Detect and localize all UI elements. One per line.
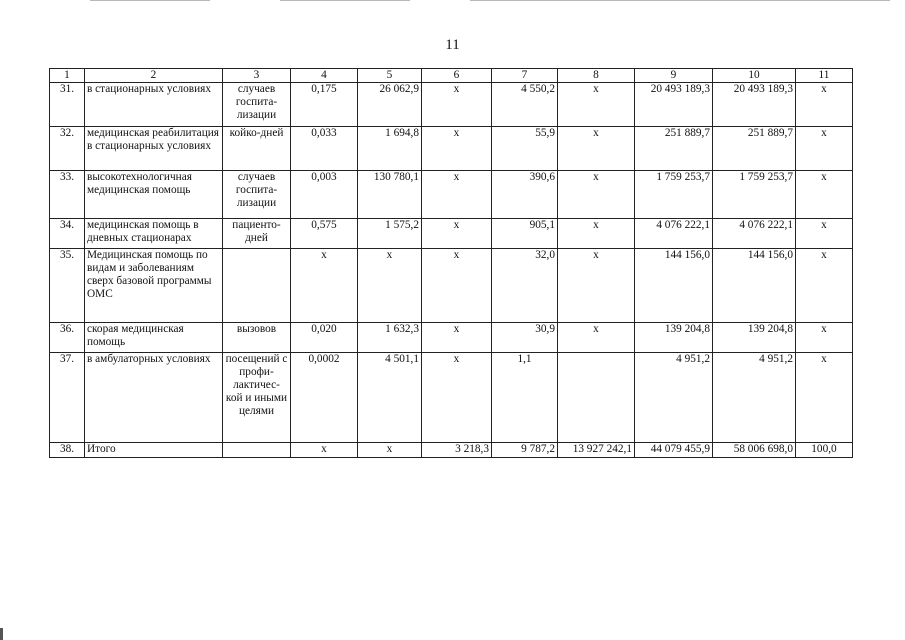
cell-col5: 4 501,1	[358, 353, 422, 443]
row-unit: койко-дней	[223, 127, 291, 171]
cell-col4: 0,020	[291, 323, 358, 353]
cell-col7: 9 787,2	[492, 443, 558, 458]
column-header: 8	[558, 69, 635, 83]
row-name: высокотехнологичная медицинская помощь	[85, 171, 223, 219]
row-number: 37.	[50, 353, 85, 443]
cell-col10: 144 156,0	[713, 249, 796, 323]
cell-col5: 1 632,3	[358, 323, 422, 353]
column-header: 1	[50, 69, 85, 83]
table-row	[50, 219, 853, 249]
cell-col6: x	[422, 219, 492, 249]
row-name: медицинская реабилитация в стационарных условиях	[85, 127, 223, 171]
row-name: Итого	[85, 443, 223, 458]
table-row	[50, 353, 853, 443]
row-number: 35.	[50, 249, 85, 323]
cell-col10: 251 889,7	[713, 127, 796, 171]
cell-col10: 1 759 253,7	[713, 171, 796, 219]
cell-col7: 55,9	[492, 127, 558, 171]
cell-col5: 1 575,2	[358, 219, 422, 249]
cell-col9: 1 759 253,7	[635, 171, 713, 219]
row-name: в амбулаторных условиях	[85, 353, 223, 443]
cell-col8: x	[558, 323, 635, 353]
cell-col4: 0,575	[291, 219, 358, 249]
column-header: 11	[796, 69, 853, 83]
row-unit	[223, 443, 291, 458]
cell-col9: 251 889,7	[635, 127, 713, 171]
row-name: скорая медицинская помощь	[85, 323, 223, 353]
cell-col4: 0,0002	[291, 353, 358, 443]
row-unit	[223, 249, 291, 323]
table-row	[50, 323, 853, 353]
cell-col6: x	[422, 323, 492, 353]
cell-col8: x	[558, 83, 635, 127]
cell-col11: x	[796, 83, 853, 127]
table-row	[50, 83, 853, 127]
cell-col5: x	[358, 443, 422, 458]
cell-col5: 1 694,8	[358, 127, 422, 171]
scan-artifact-line	[90, 0, 210, 1]
cell-col10: 58 006 698,0	[713, 443, 796, 458]
row-number: 31.	[50, 83, 85, 127]
cell-col4: 0,003	[291, 171, 358, 219]
cell-col6: x	[422, 83, 492, 127]
table-row	[50, 171, 853, 219]
cell-col11: x	[796, 323, 853, 353]
row-unit: случаев госпита-лизации	[223, 171, 291, 219]
cell-col7: 905,1	[492, 219, 558, 249]
scan-artifact-line	[470, 0, 890, 1]
column-number-row	[50, 69, 853, 83]
row-unit: случаев госпита-лизации	[223, 83, 291, 127]
cell-col4: x	[291, 249, 358, 323]
cell-col6: x	[422, 249, 492, 323]
column-header: 2	[85, 69, 223, 83]
row-unit: посещений с профи-лактичес-кой и иными целями	[223, 353, 291, 443]
row-number: 34.	[50, 219, 85, 249]
cell-col11: x	[796, 353, 853, 443]
row-number: 33.	[50, 171, 85, 219]
cell-col11: x	[796, 249, 853, 323]
cell-col7: 32,0	[492, 249, 558, 323]
cell-col10: 20 493 189,3	[713, 83, 796, 127]
scan-edge-mark	[0, 628, 3, 640]
cell-col8: x	[558, 171, 635, 219]
cell-col4: x	[291, 443, 358, 458]
cell-col8: 13 927 242,1	[558, 443, 635, 458]
cell-col7: 4 550,2	[492, 83, 558, 127]
cell-col7: 1,1	[492, 353, 558, 443]
cell-col7: 390,6	[492, 171, 558, 219]
column-header: 4	[291, 69, 358, 83]
financing-table	[49, 68, 853, 458]
column-header: 7	[492, 69, 558, 83]
cell-col11: 100,0	[796, 443, 853, 458]
cell-col8: x	[558, 127, 635, 171]
cell-col9: 144 156,0	[635, 249, 713, 323]
row-name: в стационарных условиях	[85, 83, 223, 127]
row-number: 36.	[50, 323, 85, 353]
page-number: 11	[445, 37, 460, 53]
table-row	[50, 127, 853, 171]
row-name: Медицинская помощь по видам и заболеваниям сверх базовой программы ОМС	[85, 249, 223, 323]
cell-col5: 130 780,1	[358, 171, 422, 219]
cell-col9: 20 493 189,3	[635, 83, 713, 127]
cell-col6: 3 218,3	[422, 443, 492, 458]
row-name: медицинская помощь в дневных стационарах	[85, 219, 223, 249]
cell-col10: 4 076 222,1	[713, 219, 796, 249]
cell-col10: 139 204,8	[713, 323, 796, 353]
cell-col11: x	[796, 219, 853, 249]
cell-col8: x	[558, 249, 635, 323]
cell-col5: 26 062,9	[358, 83, 422, 127]
column-header: 5	[358, 69, 422, 83]
row-number: 38.	[50, 443, 85, 458]
column-header: 9	[635, 69, 713, 83]
cell-col9: 4 076 222,1	[635, 219, 713, 249]
row-unit: пациенто-дней	[223, 219, 291, 249]
cell-col10: 4 951,2	[713, 353, 796, 443]
cell-col4: 0,033	[291, 127, 358, 171]
row-unit: вызовов	[223, 323, 291, 353]
cell-col9: 44 079 455,9	[635, 443, 713, 458]
row-number: 32.	[50, 127, 85, 171]
cell-col4: 0,175	[291, 83, 358, 127]
table-row	[50, 249, 853, 323]
cell-col9: 4 951,2	[635, 353, 713, 443]
cell-col8: x	[558, 219, 635, 249]
cell-col7: 30,9	[492, 323, 558, 353]
column-header: 6	[422, 69, 492, 83]
cell-col6: x	[422, 127, 492, 171]
scan-artifact-line	[280, 0, 410, 1]
cell-col6: x	[422, 353, 492, 443]
cell-col8	[558, 353, 635, 443]
cell-col11: x	[796, 127, 853, 171]
column-header: 10	[713, 69, 796, 83]
cell-col6: x	[422, 171, 492, 219]
cell-col9: 139 204,8	[635, 323, 713, 353]
cell-col5: x	[358, 249, 422, 323]
total-row	[50, 443, 853, 458]
column-header: 3	[223, 69, 291, 83]
cell-col11: x	[796, 171, 853, 219]
